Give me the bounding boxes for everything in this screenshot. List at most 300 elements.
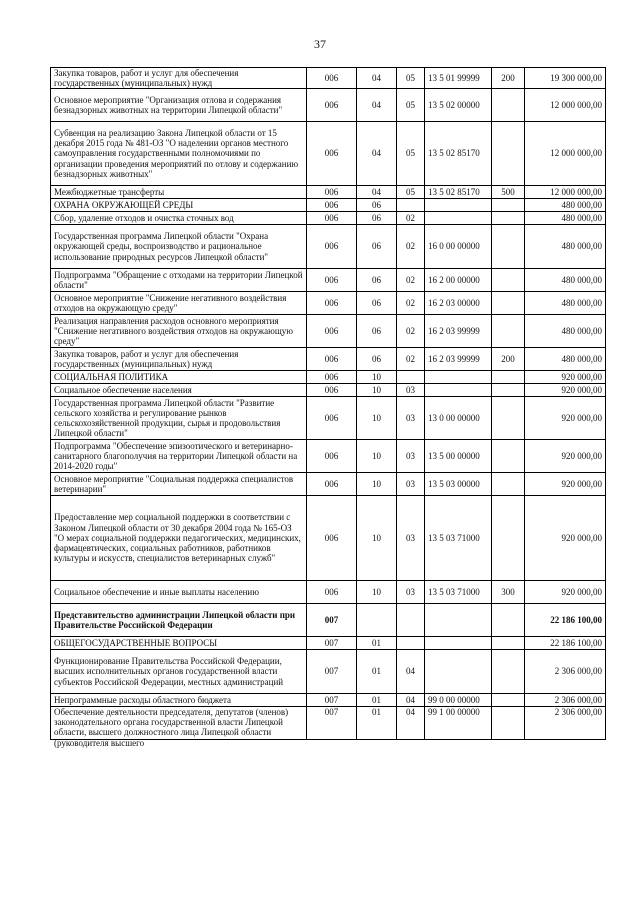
row-name-text: Функционирование Правительства Российской Федерации, высших исполнительных органов государственной власти субъектов Российской Федерации, местных администраций	[54, 656, 284, 687]
row-amount	[525, 199, 606, 212]
row-gov-code-text: 006	[324, 297, 339, 308]
row-amount	[525, 292, 606, 315]
row-target-article	[425, 315, 492, 348]
row-section-text: 04	[372, 99, 381, 110]
row-subsection-text: 02	[406, 297, 415, 308]
row-gov-code	[307, 496, 357, 581]
row-amount-text: 920 000,00	[561, 586, 602, 597]
row-subsection-text: 02	[406, 353, 415, 364]
row-gov-code	[307, 269, 357, 292]
row-name	[51, 186, 307, 199]
row-name-text: Подпрограмма "Обеспечение эпизоотического и ветеринарно-санитарного благополучия на территории Липецкой области на 2014-2020 годы"	[54, 440, 298, 472]
row-subsection	[397, 225, 425, 269]
row-amount	[525, 371, 606, 384]
row-target-article	[425, 637, 492, 650]
row-name-text: Межбюджетные трансферты	[54, 186, 165, 197]
row-target-article-text: 16 2 03 99999	[428, 353, 480, 364]
row-section	[357, 371, 397, 384]
budget-table	[50, 67, 606, 748]
row-subsection	[397, 68, 425, 89]
row-section	[357, 122, 397, 186]
row-amount	[525, 473, 606, 496]
row-target-article	[425, 371, 492, 384]
row-target-article	[425, 199, 492, 212]
row-amount	[525, 225, 606, 269]
row-subsection-text: 02	[406, 241, 415, 252]
row-target-article	[425, 473, 492, 496]
table-row	[51, 89, 606, 122]
row-expense-type	[492, 68, 525, 89]
row-section-text: 06	[372, 199, 381, 210]
row-gov-code-text: 007	[324, 614, 339, 625]
row-name	[51, 225, 307, 269]
row-section-text: 01	[372, 707, 381, 717]
row-amount-text: 22 186 100,00	[550, 637, 602, 648]
row-subsection-text: 05	[406, 99, 415, 110]
row-target-article	[425, 225, 492, 269]
budget-table-body	[51, 68, 606, 748]
row-target-article-text: 16 2 00 00000	[428, 274, 480, 285]
row-section-text: 06	[372, 297, 381, 308]
row-subsection	[397, 186, 425, 199]
row-expense-type	[492, 225, 525, 269]
row-subsection	[397, 348, 425, 371]
row-gov-code	[307, 292, 357, 315]
row-amount-text: 2 306 000,00	[554, 666, 602, 677]
row-gov-code-text: 006	[324, 586, 339, 597]
row-gov-code-text: 007	[324, 707, 339, 717]
row-amount-text: 12 000 000,00	[550, 186, 602, 197]
row-name	[51, 292, 307, 315]
row-name-text: Непрограммные расходы областного бюджета	[54, 694, 231, 705]
row-target-article-text: 13 0 00 00000	[428, 412, 480, 423]
row-expense-type	[492, 199, 525, 212]
row-section-text: 04	[372, 186, 381, 197]
row-section	[357, 650, 397, 694]
row-name	[51, 371, 307, 384]
row-section	[357, 89, 397, 122]
row-amount	[525, 637, 606, 650]
row-name	[51, 68, 307, 89]
table-row	[51, 186, 606, 199]
row-name	[51, 397, 307, 440]
row-name	[51, 581, 307, 604]
row-name	[51, 269, 307, 292]
row-subsection	[397, 694, 425, 707]
row-gov-code	[307, 707, 357, 740]
row-section-text: 06	[372, 274, 381, 285]
row-subsection	[397, 89, 425, 122]
row-section	[357, 68, 397, 89]
row-expense-type	[492, 186, 525, 199]
row-gov-code-text: 006	[324, 148, 339, 159]
row-subsection	[397, 440, 425, 473]
table-row	[51, 292, 606, 315]
row-name	[51, 650, 307, 694]
row-section	[357, 496, 397, 581]
row-name	[51, 384, 307, 397]
row-subsection-text: 04	[406, 666, 415, 677]
row-target-article-text: 16 2 03 00000	[428, 297, 480, 308]
row-name-text: Представительство администрации Липецкой области при Правительстве Российской Федерации	[54, 609, 296, 630]
row-name	[51, 496, 307, 581]
row-amount	[525, 707, 606, 740]
row-target-article	[425, 384, 492, 397]
row-section	[357, 581, 397, 604]
row-subsection	[397, 707, 425, 740]
row-section	[357, 199, 397, 212]
row-target-article	[425, 348, 492, 371]
row-expense-type	[492, 348, 525, 371]
row-amount-text: 2 306 000,00	[554, 694, 602, 705]
row-amount-text: 480 000,00	[561, 297, 602, 308]
row-gov-code-text: 006	[324, 199, 339, 210]
row-amount-text: 480 000,00	[561, 325, 602, 336]
row-section	[357, 384, 397, 397]
row-section-text: 06	[372, 241, 381, 252]
row-gov-code-text: 006	[324, 72, 339, 83]
row-amount	[525, 384, 606, 397]
row-gov-code	[307, 212, 357, 225]
table-row	[51, 269, 606, 292]
row-gov-code-text: 006	[324, 212, 339, 223]
row-name-text: Предоставление мер социальной поддержки в соответствии с Законом Липецкой области от 30 декабря 2004 года № 165-ОЗ "О мерах социальной поддержки педагогических, медицинских, фармацевтических, социальных работников, работников культуры и искусств, специалистов ветеринарных служб"	[54, 512, 301, 564]
row-amount-text: 480 000,00	[561, 353, 602, 364]
row-gov-code	[307, 225, 357, 269]
row-gov-code	[307, 581, 357, 604]
row-target-article	[425, 186, 492, 199]
row-amount-text: 920 000,00	[561, 450, 602, 461]
row-gov-code	[307, 315, 357, 348]
row-section	[357, 315, 397, 348]
row-subsection	[397, 637, 425, 650]
row-target-article	[425, 496, 492, 581]
row-section-text: 10	[372, 586, 381, 597]
row-section-text: 01	[372, 637, 381, 648]
row-subsection	[397, 199, 425, 212]
table-row	[51, 384, 606, 397]
row-name	[51, 122, 307, 186]
row-amount-text: 480 000,00	[561, 241, 602, 252]
row-target-article-text: 13 5 02 00000	[428, 99, 480, 110]
row-name-text: СОЦИАЛЬНАЯ ПОЛИТИКА	[54, 371, 169, 382]
row-target-article-text: 16 0 00 00000	[428, 241, 480, 252]
table-row	[51, 650, 606, 694]
row-amount	[525, 269, 606, 292]
row-gov-code	[307, 68, 357, 89]
row-subsection	[397, 269, 425, 292]
row-section	[357, 348, 397, 371]
row-amount	[525, 68, 606, 89]
row-amount-text: 480 000,00	[561, 274, 602, 285]
row-section-text: 06	[372, 353, 381, 364]
row-subsection	[397, 604, 425, 637]
row-subsection-text: 02	[406, 212, 415, 223]
row-subsection-text: 03	[406, 532, 415, 543]
row-gov-code	[307, 186, 357, 199]
table-row	[51, 68, 606, 89]
row-expense-type	[492, 496, 525, 581]
row-subsection-text: 04	[406, 707, 415, 717]
row-expense-type	[492, 650, 525, 694]
row-amount	[525, 440, 606, 473]
row-section-text: 10	[372, 450, 381, 461]
row-gov-code-text: 007	[324, 666, 339, 677]
row-gov-code-text: 006	[324, 325, 339, 336]
row-expense-type	[492, 707, 525, 740]
row-subsection-text: 03	[406, 450, 415, 461]
row-name	[51, 473, 307, 496]
row-expense-type	[492, 122, 525, 186]
row-name	[51, 89, 307, 122]
row-expense-type	[492, 473, 525, 496]
row-gov-code	[307, 637, 357, 650]
row-subsection-text: 05	[406, 186, 415, 197]
row-amount	[525, 315, 606, 348]
row-target-article	[425, 212, 492, 225]
row-name-text: Основное мероприятие "Снижение негативного воздействия отходов на окружающую среду"	[54, 292, 287, 313]
row-name-text: Субвенция на реализацию Закона Липецкой области от 15 декабря 2015 года № 481-ОЗ "О наделении органов местного самоуправления государственными полномочиями по организации проведения мероприятий по отлову и содержанию безнадзорных животных"	[54, 127, 299, 179]
row-section-text: 06	[372, 212, 381, 223]
row-expense-type-text: 200	[501, 72, 515, 83]
row-name	[51, 212, 307, 225]
row-name	[51, 604, 307, 637]
row-amount-text: 920 000,00	[561, 412, 602, 423]
table-row	[51, 212, 606, 225]
row-subsection	[397, 384, 425, 397]
row-target-article	[425, 122, 492, 186]
row-gov-code	[307, 89, 357, 122]
row-gov-code-text: 006	[324, 478, 339, 489]
row-amount	[525, 122, 606, 186]
row-amount-text: 480 000,00	[561, 199, 602, 210]
row-gov-code-text: 006	[324, 412, 339, 423]
row-name-text: Государственная программа Липецкой области "Развитие сельского хозяйства и регулирование рынков сельскохозяйственной продукции, сырья и продовольствия Липецкой области"	[54, 397, 281, 439]
row-subsection-text: 03	[406, 412, 415, 423]
row-name	[51, 199, 307, 212]
row-name-text: Обеспечение деятельности председателя, депутатов (членов) законодательного органа государственной власти Липецкой области, высшего должностного лица Липецкой области (руководителя высшего	[54, 707, 289, 748]
row-expense-type-text: 500	[501, 186, 515, 197]
row-target-article	[425, 650, 492, 694]
row-gov-code-text: 006	[324, 371, 339, 382]
row-expense-type	[492, 269, 525, 292]
row-section-text: 10	[372, 384, 381, 395]
row-gov-code-text: 007	[324, 637, 339, 648]
row-target-article-text: 99 1 00 00000	[428, 707, 480, 717]
row-section	[357, 186, 397, 199]
table-row	[51, 637, 606, 650]
row-section-text: 01	[372, 694, 381, 705]
row-section-text: 10	[372, 371, 381, 382]
row-gov-code-text: 006	[324, 274, 339, 285]
row-subsection-text: 05	[406, 148, 415, 159]
row-section	[357, 225, 397, 269]
row-amount-text: 920 000,00	[561, 532, 602, 543]
row-amount	[525, 397, 606, 440]
row-section	[357, 473, 397, 496]
row-gov-code	[307, 122, 357, 186]
row-expense-type	[492, 384, 525, 397]
row-amount-text: 19 300 000,00	[550, 72, 602, 83]
row-name-text: Сбор, удаление отходов и очистка сточных вод	[54, 212, 234, 223]
row-amount-text: 12 000 000,00	[550, 99, 602, 110]
table-row	[51, 371, 606, 384]
row-section	[357, 440, 397, 473]
row-expense-type	[492, 292, 525, 315]
row-subsection	[397, 122, 425, 186]
row-gov-code-text: 007	[324, 694, 339, 705]
row-section-text: 04	[372, 72, 381, 83]
row-name	[51, 315, 307, 348]
table-row	[51, 473, 606, 496]
row-target-article-text: 13 5 00 00000	[428, 450, 480, 461]
row-subsection	[397, 315, 425, 348]
row-subsection-text: 04	[406, 694, 415, 705]
row-subsection	[397, 581, 425, 604]
row-section-text: 04	[372, 148, 381, 159]
row-target-article	[425, 581, 492, 604]
row-name-text: Основное мероприятие "Социальная поддержка специалистов ветеринарии"	[54, 473, 294, 494]
table-row	[51, 199, 606, 212]
table-row	[51, 397, 606, 440]
row-gov-code	[307, 384, 357, 397]
row-subsection-text: 02	[406, 274, 415, 285]
row-gov-code	[307, 694, 357, 707]
table-row	[51, 315, 606, 348]
row-amount-text: 920 000,00	[561, 478, 602, 489]
row-subsection-text: 05	[406, 72, 415, 83]
table-row	[51, 348, 606, 371]
row-target-article	[425, 707, 492, 740]
row-amount-text: 480 000,00	[561, 212, 602, 223]
row-section	[357, 637, 397, 650]
row-amount-text: 2 306 000,00	[554, 707, 602, 717]
row-target-article-text: 16 2 03 99999	[428, 325, 480, 336]
row-gov-code	[307, 348, 357, 371]
row-subsection	[397, 650, 425, 694]
row-expense-type	[492, 212, 525, 225]
table-row	[51, 225, 606, 269]
row-expense-type	[492, 581, 525, 604]
row-amount	[525, 650, 606, 694]
row-section	[357, 604, 397, 637]
row-target-article-text: 13 5 01 99999	[428, 72, 480, 83]
row-subsection	[397, 496, 425, 581]
row-target-article	[425, 604, 492, 637]
row-expense-type-text: 200	[501, 353, 515, 364]
row-amount	[525, 604, 606, 637]
row-section	[357, 292, 397, 315]
row-amount-text: 22 186 100,00	[550, 614, 602, 625]
page-number: 37	[314, 37, 326, 51]
row-expense-type	[492, 315, 525, 348]
row-gov-code	[307, 650, 357, 694]
row-section	[357, 269, 397, 292]
row-gov-code	[307, 397, 357, 440]
row-amount	[525, 694, 606, 707]
row-target-article	[425, 269, 492, 292]
row-name-text: ОХРАНА ОКРУЖАЮЩЕЙ СРЕДЫ	[54, 199, 194, 210]
row-name	[51, 637, 307, 650]
row-gov-code	[307, 440, 357, 473]
row-target-article-text: 13 5 03 00000	[428, 478, 480, 489]
row-amount	[525, 212, 606, 225]
row-section-text: 01	[372, 666, 381, 677]
row-subsection	[397, 292, 425, 315]
row-subsection	[397, 473, 425, 496]
row-name	[51, 707, 307, 748]
row-gov-code-text: 006	[324, 384, 339, 395]
row-section-text: 10	[372, 412, 381, 423]
row-name-text: Подпрограмма "Обращение с отходами на территории Липецкой области"	[54, 269, 303, 290]
table-row	[51, 440, 606, 473]
row-amount	[525, 348, 606, 371]
row-name-text: Государственная программа Липецкой области "Охрана окружающей среды, воспроизводство и рациональное использование природных ресурсов Липецкой области"	[54, 231, 269, 262]
row-expense-type	[492, 637, 525, 650]
row-name-text: Основное мероприятие "Организация отлова и содержания безнадзорных животных на территории Липецкой области"	[54, 94, 283, 115]
row-gov-code	[307, 604, 357, 637]
row-name	[51, 348, 307, 371]
row-name-text: Социальное обеспечение и иные выплаты населению	[54, 586, 259, 597]
row-amount	[525, 496, 606, 581]
row-subsection	[397, 397, 425, 440]
row-target-article	[425, 292, 492, 315]
row-section-text: 06	[372, 325, 381, 336]
row-target-article-text: 13 5 02 85170	[428, 148, 480, 159]
row-expense-type	[492, 371, 525, 384]
row-section	[357, 397, 397, 440]
row-target-article-text: 99 0 00 00000	[428, 694, 480, 705]
row-name-text: Социальное обеспечение населения	[54, 384, 192, 395]
row-target-article	[425, 694, 492, 707]
row-target-article	[425, 89, 492, 122]
row-expense-type	[492, 694, 525, 707]
row-target-article	[425, 397, 492, 440]
row-subsection	[397, 212, 425, 225]
row-name	[51, 440, 307, 473]
row-subsection-text: 03	[406, 586, 415, 597]
row-gov-code-text: 006	[324, 353, 339, 364]
row-expense-type	[492, 440, 525, 473]
row-target-article-text: 13 5 03 71000	[428, 532, 480, 543]
row-gov-code-text: 006	[324, 532, 339, 543]
row-expense-type-text: 300	[501, 586, 515, 597]
row-expense-type	[492, 397, 525, 440]
row-name	[51, 694, 307, 707]
row-section	[357, 212, 397, 225]
row-section	[357, 707, 397, 740]
row-name-text: Реализация направления расходов основного мероприятия "Снижение негативного воздействия отходов на окружающую среду"	[54, 315, 294, 347]
row-gov-code-text: 006	[324, 241, 339, 252]
row-section-text: 10	[372, 532, 381, 543]
row-amount	[525, 89, 606, 122]
row-target-article	[425, 440, 492, 473]
row-gov-code	[307, 199, 357, 212]
row-amount	[525, 186, 606, 199]
row-subsection	[397, 371, 425, 384]
table-row	[51, 581, 606, 604]
row-expense-type	[492, 604, 525, 637]
table-row	[51, 496, 606, 581]
table-row	[51, 707, 606, 740]
row-gov-code	[307, 473, 357, 496]
row-subsection-text: 02	[406, 325, 415, 336]
table-row	[51, 122, 606, 186]
row-amount	[525, 581, 606, 604]
row-expense-type	[492, 89, 525, 122]
row-section-text: 10	[372, 478, 381, 489]
row-amount-text: 920 000,00	[561, 371, 602, 382]
